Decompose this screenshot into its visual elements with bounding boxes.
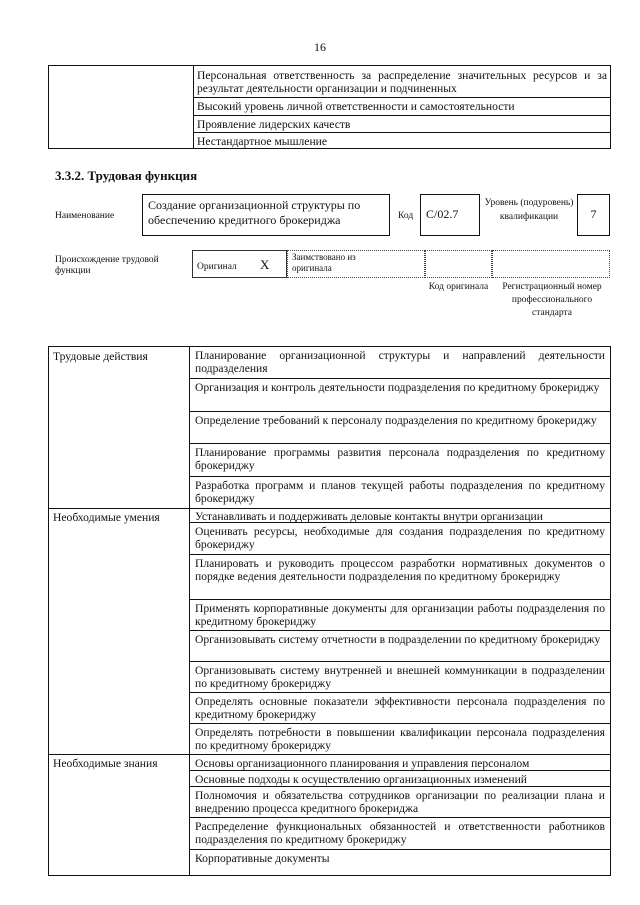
name-label: Наименование — [55, 211, 115, 221]
skill-item: Оценивать ресурсы, необходимые для создания подразделения по кредитному брокериджу — [195, 525, 605, 551]
knowledge-label: Необходимые знания — [53, 757, 158, 770]
top-row-3: Проявление лидерских качеств — [197, 118, 351, 131]
knowledge-item: Основы организационного планирования и управления персоналом — [195, 757, 530, 770]
knowledge-item: Распределение функциональных обязанностей и ответственности работников подразделения по кредитному брокериджу — [195, 820, 605, 846]
skill-item: Планировать и руководить процессом разработки нормативных документов о порядке ведения деятельности подразделения по кредитному брокериджу — [195, 557, 605, 583]
code-value: C/02.7 — [426, 207, 459, 221]
level-value: 7 — [590, 207, 597, 221]
top-row-2: Высокий уровень личной ответственности и самостоятельности — [197, 100, 515, 113]
skill-item: Организовывать систему отчетности в подразделении по кредитному брокериджу — [195, 633, 601, 646]
borrowed-label: Заимствовано из оригинала — [292, 252, 356, 273]
code-caption: Код оригинала — [428, 282, 489, 292]
skill-item: Организовывать систему внутренней и внешней коммуникации в подразделении по кредитному брокериджу — [195, 664, 605, 690]
section-title: 3.3.2. Трудовая функция — [55, 168, 198, 183]
top-row-4: Нестандартное мышление — [197, 135, 327, 148]
skills-label: Необходимые умения — [53, 511, 160, 524]
reg-caption: Регистрационный номер профессионального стандарта — [502, 282, 602, 318]
original-label: Оригинал — [197, 262, 237, 272]
action-item: Планирование организационной структуры и направлений деятельности подразделения — [195, 349, 605, 375]
origin-label: Происхождение трудовой функции — [55, 255, 159, 276]
level-label: Уровень (подуровень) квалификации — [484, 198, 574, 222]
skill-item: Определять основные показатели эффективности персонала подразделения по кредитному брокериджу — [195, 695, 605, 721]
action-item: Планирование программы развития персонала подразделения по кредитному брокериджу — [195, 446, 605, 472]
knowledge-item: Основные подходы к осуществлению организационных изменений — [195, 773, 528, 786]
action-item: Организация и контроль деятельности подразделения по кредитному брокериджу — [195, 381, 600, 394]
knowledge-item: Корпоративные документы — [195, 852, 330, 865]
top-row-1: Персональная ответственность за распределение значительных ресурсов и за результат деятельности организации и подчиненных — [197, 69, 607, 95]
skill-item: Устанавливать и поддерживать деловые контакты внутри организации — [195, 510, 543, 523]
skill-item: Применять корпоративные документы для организации работы подразделения по кредитному брокериджу — [195, 602, 605, 628]
action-item: Разработка программ и планов текущей работы подразделения по кредитному брокериджу — [195, 479, 605, 505]
page-number: 16 — [314, 40, 326, 54]
action-item: Определение требований к персоналу подразделения по кредитному брокериджу — [195, 414, 597, 427]
skill-item: Определять потребности в повышении квалификации персонала подразделения по кредитному брокериджу — [195, 726, 605, 752]
knowledge-item: Полномочия и обязательства сотрудников организации по реализации плана и внедрению процесса кредитного брокериджа — [195, 789, 605, 815]
actions-label: Трудовые действия — [53, 350, 148, 363]
code-label: Код — [398, 211, 414, 221]
original-mark: X — [260, 257, 270, 272]
name-value: Создание организационной структуры по обеспечению кредитного брокериджа — [148, 198, 361, 227]
